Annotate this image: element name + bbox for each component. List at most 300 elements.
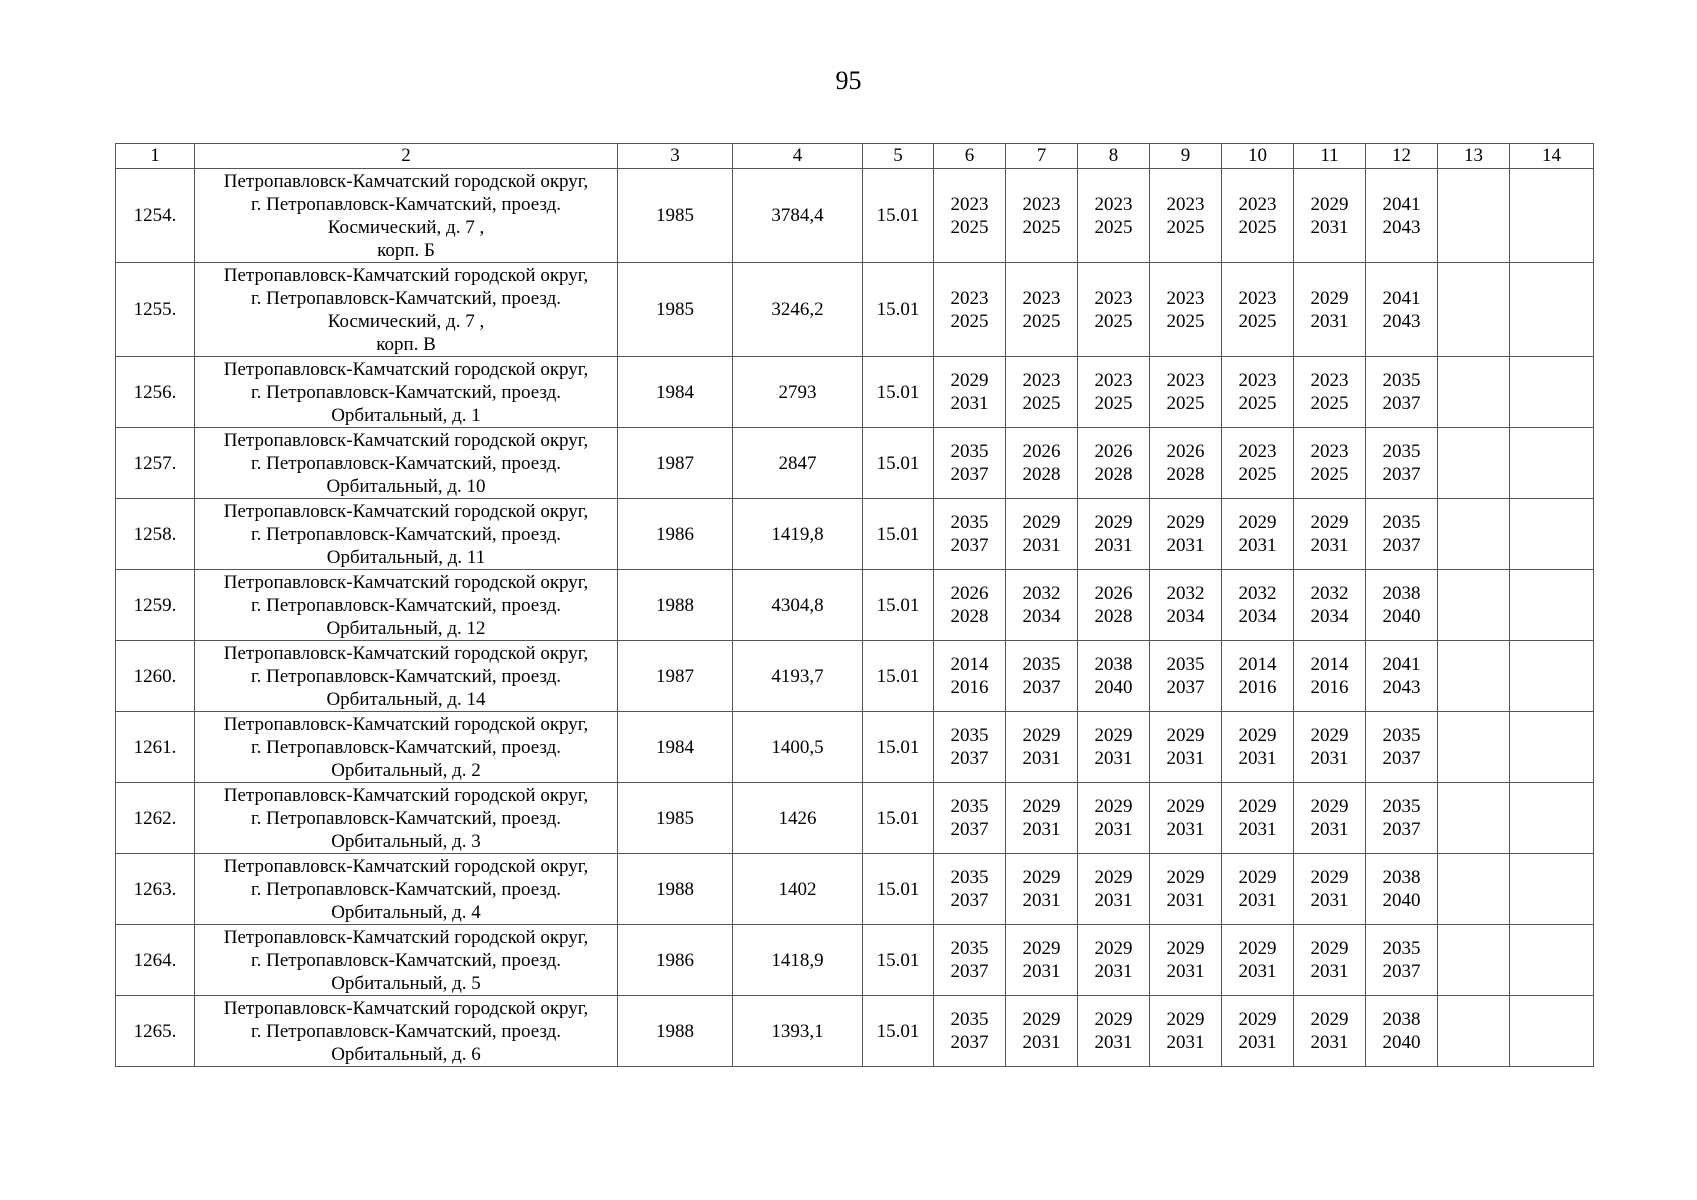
period-cell [1078, 169, 1150, 263]
period-start: 2035 [1382, 725, 1421, 746]
period-end: 2025 [1166, 393, 1205, 414]
address-line: Орбитальный, д. 12 [326, 617, 486, 639]
row-number: 1265. [116, 996, 195, 1067]
period-end: 2025 [1238, 216, 1277, 238]
period-start: 2023 [1094, 370, 1133, 391]
period-cell [1366, 499, 1438, 570]
period-end: 2031 [1310, 216, 1349, 238]
address-line: Петропавловск-Камчатский городской округ, [223, 500, 589, 522]
period-end: 2031 [1094, 819, 1133, 840]
address-cell [195, 925, 618, 996]
address-line: Петропавловск-Камчатский городской округ, [223, 358, 589, 380]
address-line: Орбитальный, д. 6 [331, 1043, 481, 1065]
period-start: 2035 [950, 938, 989, 959]
period-start: 2029 [1238, 725, 1277, 746]
period-cell [1222, 499, 1294, 570]
code: 15.01 [863, 357, 934, 428]
period-start: 2032 [1022, 583, 1061, 604]
period-start: 2038 [1382, 583, 1421, 604]
period-cell [1006, 854, 1078, 925]
address-cell [195, 357, 618, 428]
column-header: 12 [1366, 144, 1438, 169]
period-start: 2038 [1382, 867, 1421, 888]
period-cell [1222, 996, 1294, 1067]
page-number: 95 [835, 66, 862, 95]
period-start: 2032 [1238, 583, 1277, 604]
period-cell [1222, 263, 1294, 357]
period-end: 2031 [1310, 890, 1349, 911]
period-start: 2029 [1022, 725, 1061, 746]
period-start: 2029 [1166, 1009, 1205, 1030]
address-line: Петропавловск-Камчатский городской округ, [223, 713, 589, 735]
empty-cell-13 [1438, 925, 1510, 996]
period-start: 2029 [1310, 796, 1349, 817]
period-end: 2031 [1022, 890, 1061, 911]
row-number: 1263. [116, 854, 195, 925]
period-start: 2029 [1166, 796, 1205, 817]
total-area: 1419,8 [733, 499, 863, 570]
address-line: г. Петропавловск-Камчатский, проезд. [250, 949, 562, 971]
period-cell [1150, 428, 1222, 499]
period-start: 2023 [1094, 287, 1133, 309]
address-cell [195, 641, 618, 712]
address-line: г. Петропавловск-Камчатский, проезд. [250, 594, 562, 616]
address-line: Орбитальный, д. 10 [326, 475, 486, 497]
empty-cell-14 [1510, 357, 1594, 428]
period-cell [1366, 357, 1438, 428]
period-cell [1294, 169, 1366, 263]
period-start: 2029 [1094, 938, 1133, 959]
total-area: 1402 [733, 854, 863, 925]
total-area: 1418,9 [733, 925, 863, 996]
period-cell [1078, 570, 1150, 641]
period-cell [1006, 357, 1078, 428]
code: 15.01 [863, 712, 934, 783]
table-row [116, 357, 1594, 428]
year-built: 1984 [618, 357, 733, 428]
period-end: 2025 [1238, 310, 1277, 332]
period-end: 2031 [1166, 535, 1205, 556]
period-start: 2035 [950, 512, 989, 533]
column-header: 9 [1150, 144, 1222, 169]
period-start: 2029 [1166, 725, 1205, 746]
period-end: 2025 [1310, 393, 1349, 414]
address-line: г. Петропавловск-Камчатский, проезд. [250, 736, 562, 758]
period-cell [1078, 357, 1150, 428]
period-end: 2025 [1022, 393, 1061, 414]
period-end: 2031 [1238, 535, 1277, 556]
period-cell [1294, 783, 1366, 854]
period-cell [1150, 996, 1222, 1067]
period-cell [1366, 996, 1438, 1067]
table-row [116, 712, 1594, 783]
total-area: 1426 [733, 783, 863, 854]
empty-cell-14 [1510, 996, 1594, 1067]
address-line: корп. В [376, 333, 436, 355]
period-cell [1006, 570, 1078, 641]
address-line: Петропавловск-Камчатский городской округ, [223, 571, 589, 593]
period-end: 2031 [1022, 535, 1061, 556]
period-start: 2023 [1166, 370, 1205, 391]
row-number: 1260. [116, 641, 195, 712]
period-end: 2031 [1238, 819, 1277, 840]
total-area: 2793 [733, 357, 863, 428]
period-end: 2025 [1094, 216, 1133, 238]
code: 15.01 [863, 263, 934, 357]
period-cell [934, 169, 1006, 263]
period-start: 2029 [1310, 287, 1349, 309]
row-number: 1262. [116, 783, 195, 854]
address-line: Орбитальный, д. 4 [331, 901, 481, 923]
address-cell [195, 169, 618, 263]
table-row [116, 570, 1594, 641]
period-end: 2031 [1094, 890, 1133, 911]
period-end: 2031 [1022, 748, 1061, 769]
address-line: Орбитальный, д. 11 [326, 546, 486, 568]
period-start: 2023 [1310, 370, 1349, 391]
period-cell [1150, 169, 1222, 263]
period-end: 2037 [1382, 393, 1421, 414]
period-end: 2028 [1166, 464, 1205, 485]
period-cell [1006, 499, 1078, 570]
address-line: Петропавловск-Камчатский городской округ, [223, 264, 589, 286]
period-end: 2028 [1022, 464, 1061, 485]
period-start: 2029 [1166, 512, 1205, 533]
period-end: 2031 [950, 393, 989, 414]
period-end: 2031 [1166, 961, 1205, 982]
period-end: 2031 [1094, 748, 1133, 769]
period-end: 2025 [1094, 310, 1133, 332]
period-end: 2025 [1022, 310, 1061, 332]
address-cell [195, 996, 618, 1067]
empty-cell-13 [1438, 570, 1510, 641]
address-line: Петропавловск-Камчатский городской округ, [223, 997, 589, 1019]
period-end: 2031 [1166, 819, 1205, 840]
period-cell [1366, 854, 1438, 925]
row-number: 1254. [116, 169, 195, 263]
period-cell [1294, 641, 1366, 712]
period-start: 2029 [1310, 725, 1349, 746]
period-start: 2029 [1238, 938, 1277, 959]
empty-cell-14 [1510, 499, 1594, 570]
period-start: 2029 [1022, 938, 1061, 959]
period-end: 2037 [1166, 677, 1205, 698]
period-end: 2025 [1022, 216, 1061, 238]
address-line: г. Петропавловск-Камчатский, проезд. [250, 878, 562, 900]
address-line: Петропавловск-Камчатский городской округ, [223, 170, 589, 192]
period-start: 2029 [1094, 796, 1133, 817]
period-start: 2032 [1310, 583, 1349, 604]
period-start: 2029 [1238, 512, 1277, 533]
period-start: 2038 [1382, 1009, 1421, 1030]
period-cell [1222, 357, 1294, 428]
period-cell [934, 428, 1006, 499]
period-end: 2040 [1094, 677, 1133, 698]
period-cell [1150, 641, 1222, 712]
period-start: 2023 [1166, 193, 1205, 215]
address-line: Космический, д. 7 , [327, 216, 485, 238]
period-end: 2031 [1238, 1032, 1277, 1053]
period-end: 2040 [1382, 890, 1421, 911]
period-start: 2023 [1238, 193, 1277, 215]
year-built: 1987 [618, 428, 733, 499]
column-header: 2 [195, 144, 618, 169]
period-cell [934, 712, 1006, 783]
empty-cell-14 [1510, 641, 1594, 712]
period-cell [1294, 499, 1366, 570]
empty-cell-13 [1438, 996, 1510, 1067]
period-cell [934, 357, 1006, 428]
period-cell [1150, 499, 1222, 570]
period-cell [1222, 641, 1294, 712]
column-header: 6 [934, 144, 1006, 169]
address-cell [195, 712, 618, 783]
period-start: 2026 [1094, 583, 1133, 604]
registry-table [115, 143, 1594, 1067]
address-cell [195, 783, 618, 854]
period-start: 2032 [1166, 583, 1205, 604]
address-cell [195, 570, 618, 641]
period-start: 2029 [1022, 867, 1061, 888]
period-end: 2016 [1238, 677, 1277, 698]
period-end: 2031 [1094, 535, 1133, 556]
year-built: 1988 [618, 996, 733, 1067]
period-end: 2037 [950, 961, 989, 982]
column-header: 13 [1438, 144, 1510, 169]
column-header: 1 [116, 144, 195, 169]
empty-cell-13 [1438, 169, 1510, 263]
code: 15.01 [863, 925, 934, 996]
period-cell [1294, 263, 1366, 357]
period-end: 2025 [950, 216, 989, 238]
total-area: 3246,2 [733, 263, 863, 357]
period-start: 2029 [1166, 938, 1205, 959]
address-line: г. Петропавловск-Камчатский, проезд. [250, 1020, 562, 1042]
row-number: 1256. [116, 357, 195, 428]
column-header: 7 [1006, 144, 1078, 169]
period-end: 2043 [1382, 216, 1421, 238]
period-cell [1366, 263, 1438, 357]
address-line: Петропавловск-Камчатский городской округ, [223, 429, 589, 451]
period-start: 2029 [1022, 1009, 1061, 1030]
table-row [116, 783, 1594, 854]
empty-cell-14 [1510, 428, 1594, 499]
period-cell [1006, 783, 1078, 854]
period-cell [1078, 263, 1150, 357]
period-start: 2029 [1094, 725, 1133, 746]
code: 15.01 [863, 996, 934, 1067]
period-start: 2035 [950, 867, 989, 888]
period-start: 2029 [1238, 1009, 1277, 1030]
period-end: 2031 [1238, 748, 1277, 769]
period-start: 2041 [1382, 193, 1421, 215]
period-end: 2028 [950, 606, 989, 627]
table-row [116, 169, 1594, 263]
period-start: 2035 [1166, 654, 1205, 675]
period-start: 2029 [1022, 796, 1061, 817]
period-cell [1222, 783, 1294, 854]
address-line: Космический, д. 7 , [327, 310, 485, 332]
period-cell [1006, 428, 1078, 499]
table-row [116, 641, 1594, 712]
period-end: 2037 [1382, 535, 1421, 556]
table-row [116, 263, 1594, 357]
period-cell [1078, 641, 1150, 712]
total-area: 2847 [733, 428, 863, 499]
column-header: 5 [863, 144, 934, 169]
period-end: 2031 [1022, 819, 1061, 840]
period-end: 2037 [1022, 677, 1061, 698]
period-cell [1294, 925, 1366, 996]
period-cell [1006, 641, 1078, 712]
period-cell [1006, 712, 1078, 783]
period-cell [1150, 570, 1222, 641]
period-end: 2031 [1166, 890, 1205, 911]
address-cell [195, 854, 618, 925]
period-cell [1150, 357, 1222, 428]
period-cell [934, 854, 1006, 925]
period-end: 2037 [950, 1032, 989, 1053]
empty-cell-14 [1510, 925, 1594, 996]
period-end: 2043 [1382, 677, 1421, 698]
period-cell [1222, 428, 1294, 499]
address-line: Петропавловск-Камчатский городской округ, [223, 642, 589, 664]
period-cell [1222, 925, 1294, 996]
code: 15.01 [863, 169, 934, 263]
period-cell [1294, 357, 1366, 428]
address-line: Петропавловск-Камчатский городской округ, [223, 855, 589, 877]
period-end: 2043 [1382, 310, 1421, 332]
empty-cell-13 [1438, 854, 1510, 925]
address-cell [195, 263, 618, 357]
period-end: 2031 [1094, 1032, 1133, 1053]
period-cell [1078, 783, 1150, 854]
period-end: 2037 [1382, 961, 1421, 982]
period-cell [1006, 263, 1078, 357]
year-built: 1985 [618, 263, 733, 357]
address-line: Орбитальный, д. 3 [331, 830, 481, 852]
period-cell [1006, 925, 1078, 996]
period-start: 2035 [1382, 938, 1421, 959]
code: 15.01 [863, 499, 934, 570]
period-start: 2014 [950, 654, 989, 675]
period-cell [1222, 570, 1294, 641]
year-built: 1986 [618, 925, 733, 996]
period-cell [934, 925, 1006, 996]
column-header: 3 [618, 144, 733, 169]
period-cell [1222, 854, 1294, 925]
period-cell [1294, 428, 1366, 499]
code: 15.01 [863, 641, 934, 712]
address-line: г. Петропавловск-Камчатский, проезд. [250, 287, 562, 309]
period-end: 2034 [1238, 606, 1277, 627]
year-built: 1986 [618, 499, 733, 570]
period-end: 2031 [1310, 819, 1349, 840]
period-start: 2029 [1166, 867, 1205, 888]
period-cell [1078, 996, 1150, 1067]
period-start: 2029 [1310, 867, 1349, 888]
period-start: 2035 [950, 441, 989, 462]
period-end: 2034 [1166, 606, 1205, 627]
period-end: 2031 [1022, 1032, 1061, 1053]
period-end: 2031 [1022, 961, 1061, 982]
period-end: 2040 [1382, 606, 1421, 627]
period-end: 2031 [1094, 961, 1133, 982]
period-start: 2041 [1382, 654, 1421, 675]
period-cell [934, 783, 1006, 854]
row-number: 1259. [116, 570, 195, 641]
empty-cell-13 [1438, 641, 1510, 712]
row-number: 1257. [116, 428, 195, 499]
period-cell [1366, 783, 1438, 854]
period-end: 2025 [950, 310, 989, 332]
period-end: 2037 [950, 890, 989, 911]
period-start: 2029 [1310, 512, 1349, 533]
period-start: 2035 [950, 796, 989, 817]
period-start: 2029 [1310, 938, 1349, 959]
column-header: 10 [1222, 144, 1294, 169]
period-end: 2025 [1238, 464, 1277, 485]
address-cell [195, 428, 618, 499]
empty-cell-13 [1438, 428, 1510, 499]
period-start: 2029 [950, 370, 989, 391]
period-start: 2029 [1094, 512, 1133, 533]
period-end: 2025 [1310, 464, 1349, 485]
period-start: 2035 [1022, 654, 1061, 675]
period-start: 2023 [1022, 370, 1061, 391]
address-line: Орбитальный, д. 5 [331, 972, 481, 994]
period-end: 2037 [950, 535, 989, 556]
period-cell [1294, 712, 1366, 783]
period-start: 2023 [1022, 287, 1061, 309]
address-cell [195, 499, 618, 570]
period-end: 2031 [1310, 961, 1349, 982]
address-line: г. Петропавловск-Камчатский, проезд. [250, 381, 562, 403]
period-cell [1006, 996, 1078, 1067]
period-cell [1366, 641, 1438, 712]
period-cell [1150, 712, 1222, 783]
header-row [116, 144, 1594, 169]
period-cell [1366, 169, 1438, 263]
address-line: корп. Б [377, 239, 435, 261]
address-line: Петропавловск-Камчатский городской округ, [223, 784, 589, 806]
period-start: 2023 [950, 287, 989, 309]
period-cell [1366, 712, 1438, 783]
period-end: 2025 [1238, 393, 1277, 414]
period-end: 2025 [1166, 216, 1205, 238]
period-start: 2026 [1094, 441, 1133, 462]
period-end: 2025 [1094, 393, 1133, 414]
period-start: 2035 [1382, 370, 1421, 391]
period-cell [1150, 925, 1222, 996]
period-cell [934, 263, 1006, 357]
period-end: 2028 [1094, 464, 1133, 485]
period-cell [1150, 263, 1222, 357]
empty-cell-14 [1510, 169, 1594, 263]
period-start: 2023 [1022, 193, 1061, 215]
period-end: 2034 [1310, 606, 1349, 627]
period-end: 2037 [1382, 748, 1421, 769]
address-line: г. Петропавловск-Камчатский, проезд. [250, 452, 562, 474]
period-start: 2023 [1238, 370, 1277, 391]
period-end: 2028 [1094, 606, 1133, 627]
period-end: 2031 [1166, 1032, 1205, 1053]
period-start: 2014 [1238, 654, 1277, 675]
period-start: 2023 [1166, 287, 1205, 309]
empty-cell-14 [1510, 570, 1594, 641]
period-start: 2029 [1238, 867, 1277, 888]
address-line: Орбитальный, д. 1 [331, 404, 481, 426]
